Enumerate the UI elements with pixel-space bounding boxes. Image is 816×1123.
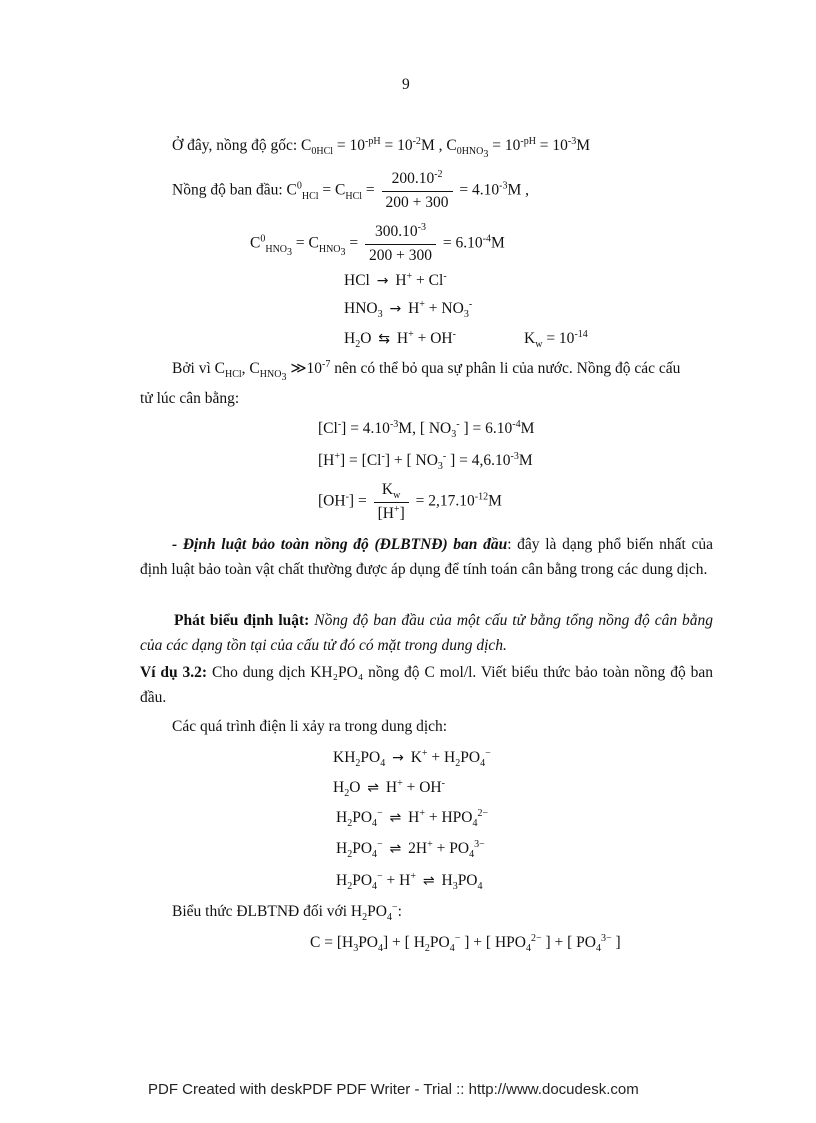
example-label: Ví dụ 3.2: (140, 664, 208, 681)
root-concentration-label: Ở đây, nồng độ gốc: (172, 137, 298, 154)
because-label: Bởi vì (172, 360, 211, 377)
hcl-fraction: $\frac{200.10^{-2}}{200 + 300}$ (382, 170, 453, 212)
equilibrium-cl-no3: $[Cl^-] = 4.10^{-3}M$, [ $NO_3^-$ ] = $6.10^{-4}M$ (318, 418, 535, 441)
example-paragraph (140, 660, 713, 710)
reaction-water: $H_2O$ ⇆ H+ + OH- (344, 328, 456, 351)
equilibrium-arrow-icon: ⇌ (422, 873, 435, 889)
oh-fraction: $\frac{K_w}{[H^+]}$ (374, 481, 409, 523)
law-paragraph (140, 532, 713, 582)
right-arrow-icon: → (389, 301, 402, 317)
pdf-footer: PDF Created with deskPDF PDF Writer - Trial :: http://www.docudesk.com (148, 1081, 639, 1098)
initial-concentration-label: Nồng độ ban đầu: (172, 181, 283, 199)
equilibrium-oh: [OH-] = $\frac{K_w}{[H^+]}$ = $2,17.10^{-12}M$ (318, 481, 502, 522)
example-text: Cho dung dịch KH₂PO₄ nồng độ C mol/l. Viết biểu thức bảo toàn nồng độ ban đầu. (140, 664, 713, 706)
process-intro: Các quá trình điện li xảy ra trong dung dịch: (172, 718, 448, 735)
equilibrium-arrow-icon: ⇌ (389, 841, 402, 857)
right-arrow-icon: → (392, 750, 404, 766)
page-number: 9 (402, 76, 410, 93)
because-tail: nên có thể bỏ qua sự phân li của nước. Nồng độ các cấu (334, 360, 681, 377)
right-arrow-icon: → (376, 273, 389, 289)
equilibrium-arrow-icon: ⇌ (367, 780, 380, 796)
law-description: : đây là dạng phổ biến nhất của định luật bảo toàn vật chất thường được áp dụng để tính toán cân bằng trong các dung dịch. (140, 536, 713, 578)
reaction-kh2po4: $KH_2PO_4 \to K^+ + H_2PO_4^-$ (333, 747, 491, 770)
reaction-hcl: HCl → H+ + Cl- (344, 270, 447, 289)
reaction-h2po4-2: $H_2PO_4^-$ ⇌ $2H^+ + PO_4^{3-}$ (336, 838, 485, 861)
initial-concentration-hno3: $C^0_{HNO_3} = C_{HNO_3}$ = $\frac{300.10^{-3}}{200 + 300}$ = $6.10^{-4}M$ (250, 221, 505, 264)
statement-paragraph (140, 608, 713, 658)
water-constant: $K_w = 10^{-14}$ (524, 328, 588, 351)
equilibrium-arrow-icon: ⇌ (389, 810, 402, 826)
root-concentration-line: Ở đây, nồng độ gốc: $C_{0HCl} = 10^{-pH} = 10^{-2}M$ , $C_{0HNO_3} = 10^{-pH} = 10^{-3}M$ (172, 135, 591, 161)
expression-intro: Biểu thức ĐLBTNĐ đối với $H_2PO_4^-$: (172, 901, 402, 924)
because-line: Bởi vì $C_{HCl}$, $C_{HNO_3}$ $≫10^{-7}$ nên có thể bỏ qua sự phân li của nước. Nồng độ các cấu (172, 358, 681, 384)
mass-balance-expression: $C = [H_3PO_4]$ + [ $H_2PO_4^-$ ] + [ $HPO_4^{2-}$ ] + [ $PO_4^{3-}$ ] (310, 932, 621, 955)
statement-label: Phát biểu định luật: (174, 612, 310, 629)
because-line-2: tử lúc cân bằng: (140, 390, 240, 407)
equilibrium-h: [H+] = [Cl-] + [ $NO_3^-$ ] = $4,6.10^{-3}M$ (318, 450, 533, 473)
hno3-fraction: $\frac{300.10^{-3}}{200 + 300}$ (365, 223, 436, 265)
reaction-hno3: $HNO_3 \to H^+ + NO_3^-$ (344, 298, 473, 321)
reaction-water-2: $H_2O$ ⇌ H+ + OH- (333, 777, 445, 800)
initial-concentration-hcl: Nồng độ ban đầu: $C^0_{HCl} = C_{HCl}$ = $\frac{200.10^{-2}}{200 + 300}$ = $4.10^{-3}M$ , (172, 168, 530, 211)
law-title: - Định luật bảo toàn nồng độ (ĐLBTNĐ) ban đầu (172, 536, 508, 553)
reaction-h2po4-3: $H_2PO_4^- + H^+$ ⇌ $H_3PO_4$ (336, 870, 483, 893)
statement-text: Nồng độ ban đầu của một cấu tử bằng tổng nồng độ cân bằng của các dạng tồn tại của cấu tử đó có mặt trong dung dịch. (140, 612, 713, 654)
equilibrium-arrow-icon: ⇆ (378, 331, 391, 347)
reaction-h2po4-1: $H_2PO_4^-$ ⇌ $H^+ + HPO_4^{2-}$ (336, 807, 489, 830)
